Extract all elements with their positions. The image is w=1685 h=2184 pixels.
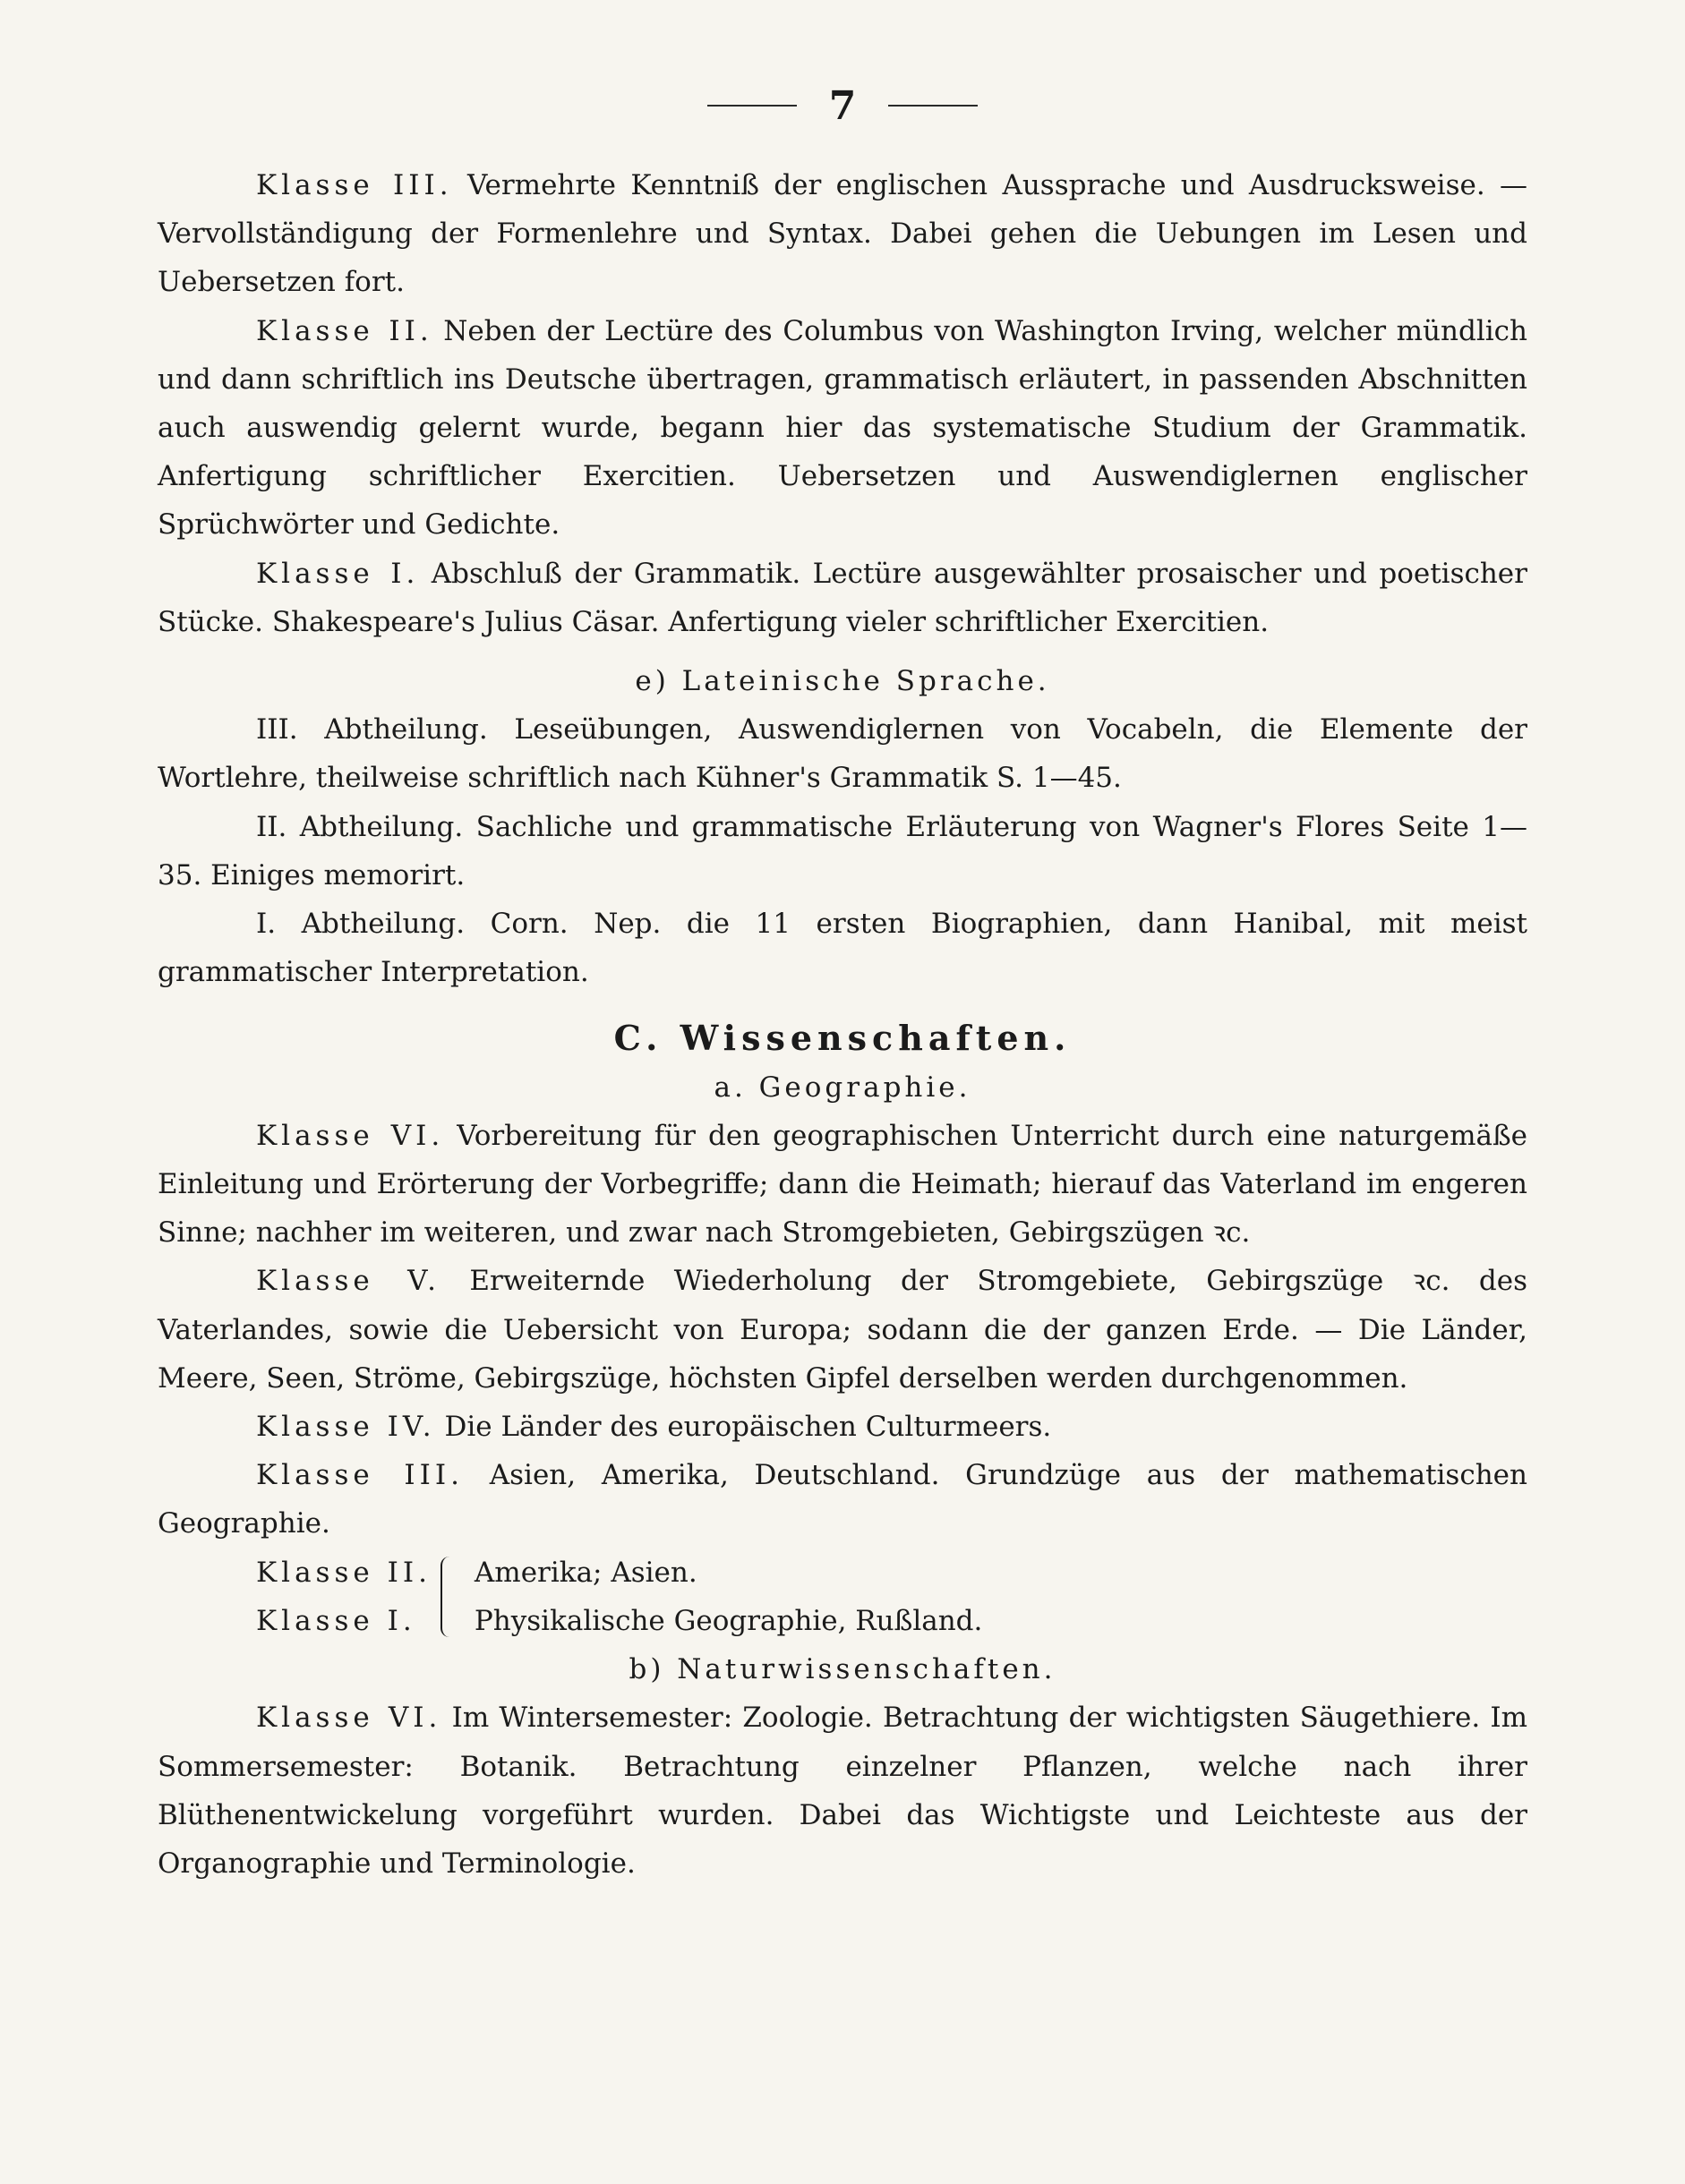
latin-abtheilung-1: I. Abtheilung. Corn. Nep. die 11 ersten Biographien, dann Hanibal, mit meist grammatischer Interpretation. <box>158 908 1527 989</box>
latin-abtheilung-3: III. Abtheilung. Leseübungen, Auswendiglernen von Vocabeln, die Elemente der Wortlehre, theilweise schriftlich nach Kühner's Grammatik S. 1—45. <box>158 713 1527 795</box>
paragraph-text: Erweiternde Wiederholung der Stromgebiete, Gebirgszüge ꝛc. des Vaterlandes, sowie die Uebersicht von Europa; sodann die der ganzen Erde. — Die Länder, Meere, Seen, Ströme, Gebirgszüge, höchsten Gipfel derselben werden durchgenommen. <box>158 1265 1527 1395</box>
geography-heading: a. Geographie. <box>714 1071 971 1104</box>
klasse-label: Klasse I. <box>256 1604 416 1637</box>
paragraph-text: Physikalische Geographie, Rußland. <box>474 1604 983 1637</box>
klasse-label: Klasse V. <box>256 1265 440 1298</box>
geography-klasse-2-1 <box>158 1548 1527 1645</box>
paragraph-text: Neben der Lectüre des Columbus von Washington Irving, welcher mündlich und dann schriftlich ins Deutsche übertragen, grammatisch erläutert, in passenden Abschnitten auch auswendig gelernt wurde, begann hier das systematische Studium der Grammatik. Anfertigung schriftlicher Exercitien. Uebersetzen und Auswendiglernen englischer Sprüchwörter und Gedichte. <box>158 314 1527 542</box>
natural-sciences-heading: b) Naturwissenschaften. <box>629 1653 1056 1686</box>
paragraph-text: Abschluß der Grammatik. Lectüre ausgewählter prosaischer und poetischer Stücke. Shakespeare's Julius Cäsar. Anfertigung vieler schriftlicher Exercitien. <box>158 557 1527 638</box>
page-number: 7 <box>828 82 857 129</box>
sciences-heading: C. Wissenschaften. <box>613 1018 1072 1059</box>
brace-divider <box>440 1557 455 1637</box>
page-header <box>0 79 1685 132</box>
paragraph-text: Vorbereitung für den geographischen Unterricht durch eine naturgemäße Einleitung und Erörterung der Vorbegriffe; dann die Heimath; hierauf das Vaterland im engeren Sinne; nachher im weiteren, und zwar nach Stromgebieten, Gebirgszügen ꝛc. <box>158 1119 1527 1250</box>
klasse-label: Klasse VI. <box>256 1119 445 1152</box>
latin-heading: e) Lateinische Sprache. <box>635 665 1050 698</box>
klasse-label: Klasse VI. <box>256 1702 442 1735</box>
geography-klasse-4 <box>158 1403 1527 1451</box>
english-klasse-2 <box>158 307 1527 550</box>
klasse-label: Klasse I. <box>256 557 420 590</box>
paragraph-text: Die Länder des europäischen Culturmeers. <box>444 1411 1052 1444</box>
paragraph-text: Amerika; Asien. <box>474 1556 697 1589</box>
klasse-label: Klasse II. <box>256 314 433 347</box>
header-rule-left <box>707 105 797 107</box>
naturwissenschaften-klasse-6 <box>158 1693 1527 1888</box>
paragraph-text: Asien, Amerika, Deutschland. Grundzüge aus der mathematischen Geographie. <box>158 1459 1527 1540</box>
geography-klasse-6 <box>158 1112 1527 1258</box>
english-klasse-1 <box>158 550 1527 646</box>
paragraph-text: Vermehrte Kenntniß der englischen Aussprache und Ausdrucksweise. — Vervollständigung der Formenlehre und Syntax. Dabei gehen die Uebungen im Lesen und Uebersetzen fort. <box>158 169 1528 299</box>
klasse-label: Klasse III. <box>256 1459 465 1492</box>
klasse-label: Klasse III. <box>256 169 453 201</box>
english-klasse-3 <box>158 161 1527 307</box>
klasse-label: Klasse II. <box>256 1556 432 1589</box>
geography-klasse-5 <box>158 1257 1527 1403</box>
body-text <box>158 161 1527 1888</box>
header-rule-right <box>888 105 978 107</box>
paragraph-text: Im Wintersemester: Zoologie. Betrachtung der wichtigsten Säugethiere. Im Sommersemester: Botanik. Betrachtung einzelner Pflanzen, welche nach ihrer Blüthenentwickelung vorgeführt wurden. Dabei das Wichtigste und Leichteste aus der Organographie und Terminologie. <box>158 1702 1528 1880</box>
geography-klasse-3 <box>158 1451 1527 1548</box>
latin-abtheilung-2: II. Abtheilung. Sachliche und grammatische Erläuterung von Wagner's Flores Seite 1—35. Einiges memorirt. <box>158 810 1527 892</box>
klasse-label: Klasse IV. <box>256 1411 436 1444</box>
